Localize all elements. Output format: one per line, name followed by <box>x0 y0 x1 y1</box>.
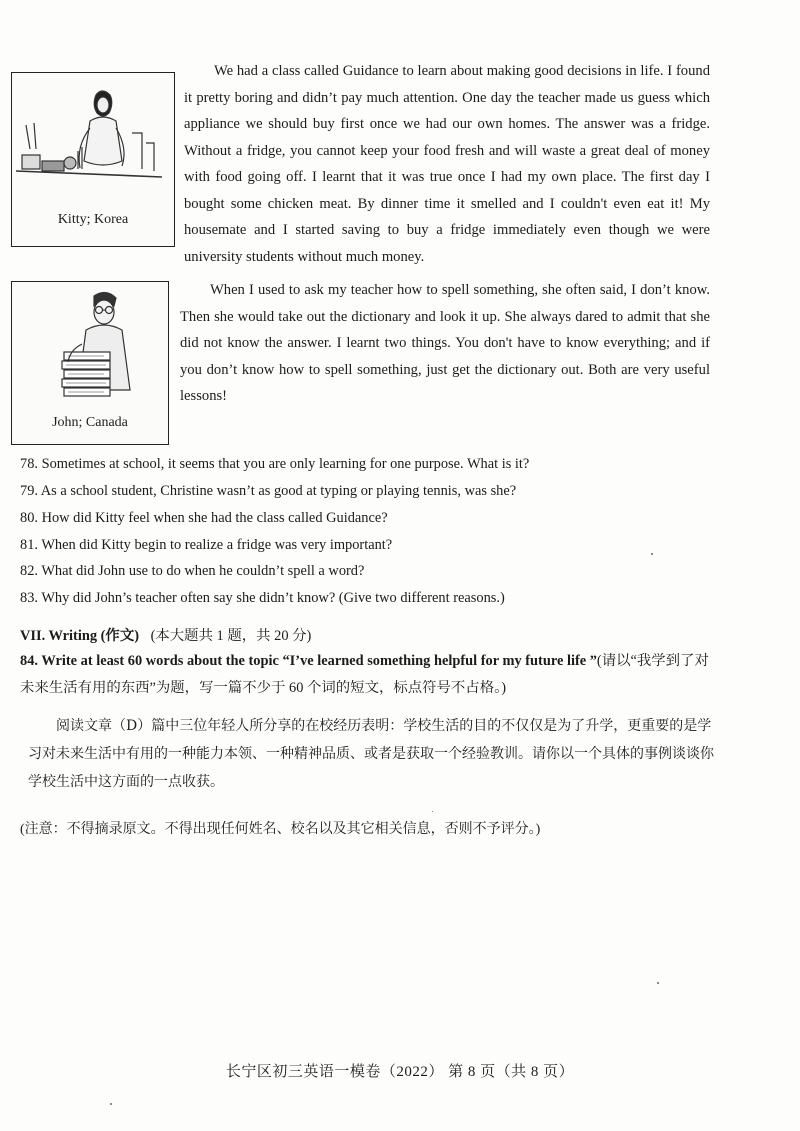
question-82: 82. What did John use to do when he couldn’t spell a word? <box>20 563 365 579</box>
writing-heading-title: VII. Writing (作文) <box>20 628 139 644</box>
question-83: 83. Why did John’s teacher often say she didn’t know? (Give two different reasons.) <box>20 590 505 606</box>
scan-speck <box>110 1103 112 1105</box>
kitty-caption: Kitty; Korea <box>57 212 129 227</box>
question-80: 80. How did Kitty feel when she had the class called Guidance? <box>20 510 388 526</box>
kitty-paragraph: We had a class called Guidance to learn about making good decisions in life. I found it pretty boring and didn’t pay much attention. One day the teacher made us guess which appliance we should buy first once we had our own homes. The answer was a fridge. Without a fridge, you cannot keep your food fresh and will waste a great deal of money with food going off. I learnt that it was true once I had my own place. The first day I bought some chicken meat. By dinner time it smelled and I couldn't even eat it! My housemate and I started saving to buy a fridge immediately even though we were university students without much money. <box>184 63 710 265</box>
john-illustration <box>12 282 170 412</box>
question-79: 79. As a school student, Christine wasn’t as good at typing or playing tennis, was she? <box>20 483 517 499</box>
question-78: 78. Sometimes at school, it seems that you are only learning for one purpose. What is it? <box>20 456 530 472</box>
page-footer: 长宁区初三英语一模卷（2022） 第 8 页（共 8 页） <box>225 1064 575 1080</box>
kitty-illustration <box>12 73 176 223</box>
scan-speck <box>651 553 653 555</box>
writing-guidance: 阅读文章（D）篇中三位年轻人所分享的在校经历表明：学校生活的目的不仅仅是为了升学，更重要的是学习对未来生活中有用的一种能力本领、一种精神品质、或者是获取一个经验教训。请你以一个具体的事例谈谈你学校生活中这方面的一点收获。 <box>28 718 714 790</box>
john-paragraph: When I used to ask my teacher how to spell something, she often said, I don’t know. Then she would take out the dictionary and look it up. She always dared to admit that she did not know the answer. I learnt two things. You don't have to know everything; and if you don’t know how to spell something, just get the dictionary out. Both are very useful lessons! <box>180 282 710 404</box>
scan-speck <box>432 811 433 812</box>
writing-heading <box>20 624 311 645</box>
kitty-photo-box <box>11 72 175 247</box>
john-caption: John; Canada <box>52 415 128 430</box>
writing-prompt-en: 84. Write at least 60 words about the topic “I’ve learned something helpful for my future life ” <box>20 653 597 669</box>
john-photo-box <box>11 281 169 445</box>
scan-speck <box>657 982 659 984</box>
question-81: 81. When did Kitty begin to realize a fridge was very important? <box>20 537 393 553</box>
writing-heading-note: (本大题共 1 题，共 20 分) <box>150 628 312 644</box>
writing-prompt <box>20 648 720 702</box>
writing-attention: (注意：不得摘录原文。不得出现任何姓名、校名以及其它相关信息，否则不予评分。) <box>20 822 541 837</box>
writing-prompt-cn: (请以“我学到了对未来生活有用的东西”为题，写一篇不少于 60 个词的短文，标点符号不占格。) <box>20 653 709 696</box>
